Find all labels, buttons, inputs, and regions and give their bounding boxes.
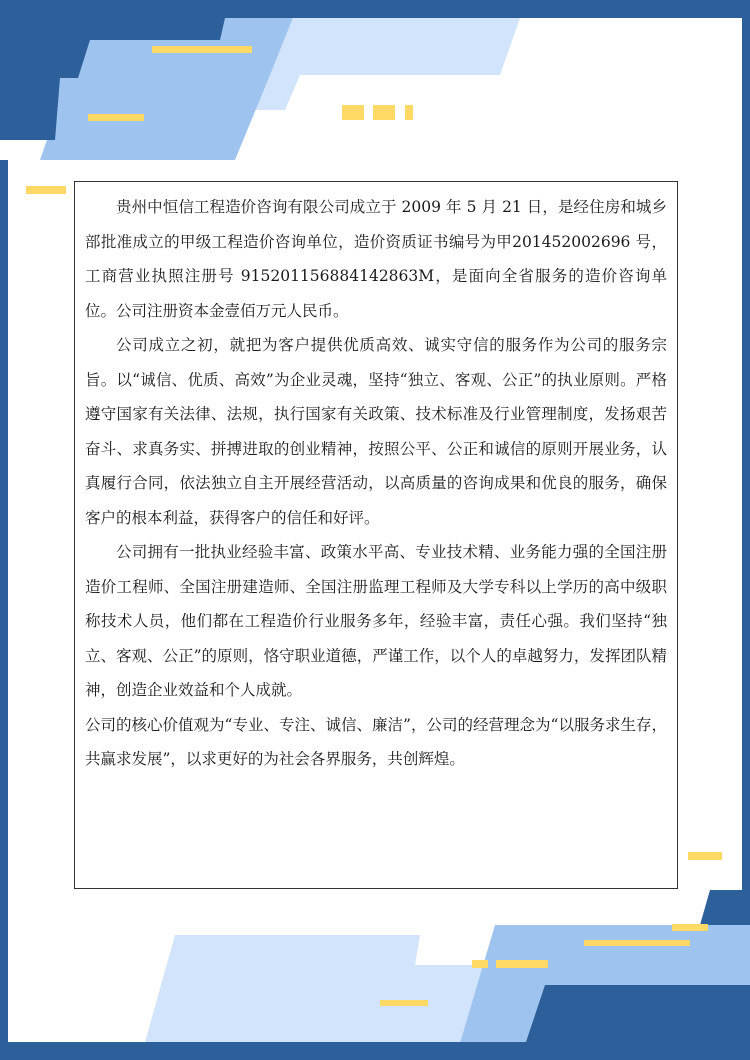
bottom-mid-band — [455, 925, 750, 1060]
yellow-bar — [496, 960, 548, 968]
bottom-light-band — [140, 935, 690, 1060]
yellow-bar — [472, 960, 488, 968]
yellow-block — [373, 105, 395, 120]
yellow-bar — [688, 852, 722, 860]
staff-paragraph: 公司拥有一批执业经验丰富、政策水平高、专业技术精、业务能力强的全国注册造价工程师、全国注册建造师、全国注册监理工程师及大学专科以上学历的高中级职称技术人员，他们都在工程造价行业服务多年，经验丰富，责任心强。我们坚持“独立、客观、公正”的原则，恪守职业道德，严谨工作，以个人的卓越努力，发挥团队精神，创造企业效益和个人成就。 — [85, 543, 667, 699]
yellow-block — [342, 105, 364, 120]
left-navy-column — [0, 160, 8, 1060]
right-navy-column — [742, 0, 750, 1060]
yellow-block — [405, 105, 413, 120]
values-paragraph: 公司的核心价值观为“专业、专注、诚信、廉洁”，公司的经营理念为“以服务求生存，共赢求发展”，以求更好的为社会各界服务，共创辉煌。 — [85, 715, 667, 768]
intro-paragraph: 贵州中恒信工程造价咨询有限公司成立于 2009 年 5 月 21 日，是经住房和城乡部批准成立的甲级工程造价咨询单位，造价资质证书编号为甲201452002696 号，工商营业执照注册号 915201156884142863M，是面向全省服务的造价咨询单位。公司注册资本金壹佰万元人民币。 — [85, 198, 667, 320]
yellow-bar — [26, 186, 66, 194]
top-mid-band — [0, 0, 300, 160]
bottom-navy-strip — [0, 1042, 750, 1060]
bottom-navy-band — [520, 985, 750, 1060]
yellow-bar — [672, 924, 708, 931]
service-paragraph: 公司成立之初，就把为客户提供优质高效、诚实守信的服务作为公司的服务宗旨。以“诚信、优质、高效”为企业灵魂，坚持“独立、客观、公正”的执业原则。严格遵守国家有关法律、法规，执行国家有关政策、技术标准及行业管理制度，发扬艰苦奋斗、求真务实、拼搏进取的创业精神，按照公平、公正和诚信的原则开展业务，认真履行合同，依法独立自主开展经营活动，以高质量的咨询成果和优良的服务，确保客户的根本利益，获得客户的信任和好评。 — [85, 336, 667, 527]
bottom-navy-tip — [700, 890, 750, 925]
left-navy-strip — [0, 78, 60, 140]
top-navy-band — [0, 0, 750, 78]
yellow-bar — [584, 940, 690, 946]
top-white-cut — [0, 108, 58, 160]
yellow-bar — [380, 1000, 428, 1006]
yellow-bar — [152, 46, 252, 53]
top-light-band — [140, 0, 750, 110]
yellow-bar — [88, 114, 144, 121]
company-intro-box — [74, 181, 678, 889]
